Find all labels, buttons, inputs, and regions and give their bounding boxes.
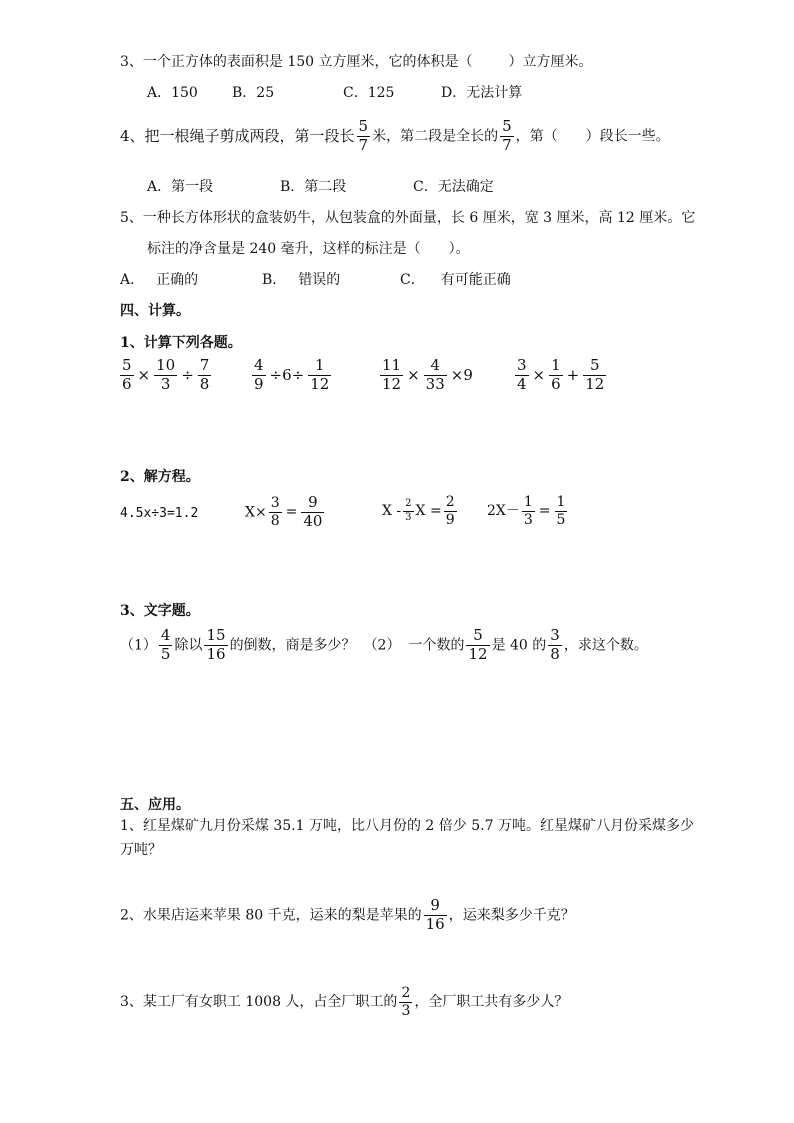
q3-option-c: C．125 [343, 85, 395, 101]
section4-title: 四、计算。 [120, 303, 190, 319]
q4-fraction-2: $\frac{5}{7}$ [502, 117, 512, 154]
q3-text-a: 3、一个正方体的表面积是 150 立方厘米，它的体积是（ [120, 54, 473, 70]
q4-fraction-1: $\frac{5}{7}$ [358, 117, 369, 154]
word-p2-label: （2） [363, 637, 401, 654]
q5-option-b: B． 错误的 [262, 272, 341, 288]
app-q2: 2、水果店运来苹果 80 千克，运来的梨是苹果的 $\frac{9}{16}$ ，运来梨多少千克？ [120, 896, 575, 933]
q3-option-d: D．无法计算 [441, 85, 523, 101]
q5-line2: 标注的净含量是 240 毫升，这样的标注是（ ）。 [147, 241, 470, 257]
equation-1: 4.5x÷3=1.2 [120, 506, 199, 521]
equation-4: 2X－ $\frac{1}{3}$ = $\frac{1}{5}$ [487, 494, 566, 528]
app-q1-line1: 1、红星煤矿九月份采煤 35.1 万吨，比八月份的 2 倍少 5.7 万吨。红星煤矿八月份采煤多少 [120, 818, 694, 834]
calc-4: $\frac{3}{4}$ × $\frac{1}{6}$ + $\frac{5}{12}$ [517, 356, 605, 393]
calc-1: $\frac{5}{6}$ × $\frac{10}{3}$ ÷ $\frac{7}{8}$ [122, 356, 210, 393]
calc-2: $\frac{4}{9}$ ÷6÷ $\frac{1}{12}$ [254, 356, 330, 393]
q4-option-b: B．第二段 [280, 179, 347, 195]
q3-option-b: B．25 [232, 85, 275, 101]
equation-3: X - $\frac{2}{3}$ X = $\frac{2}{9}$ [382, 494, 455, 528]
choice-q4-stem [120, 119, 670, 154]
section4-sub1: 1、计算下列各题。 [120, 335, 242, 351]
q4-text-a: 4、把一根绳子剪成两段，第一段长 [120, 126, 355, 145]
q5-option-a: A． 正确的 [120, 272, 199, 288]
q4-text-d: ）段长一些。 [585, 128, 670, 145]
q3-option-a: A．150 [147, 85, 198, 101]
app-q1-line2: 万吨？ [120, 842, 162, 858]
section4-sub3: 3、文字题。 [120, 603, 200, 619]
q5-option-c: C． 有可能正确 [400, 272, 511, 288]
equation-2: X× $\frac{3}{8}$ = $\frac{9}{40}$ [245, 493, 323, 530]
choice-q3-stem [120, 55, 593, 69]
app-q3: 3、某工厂有女职工 1008 人，占全厂职工的 $\frac{2}{3}$ ，全厂职工共有多少人？ [120, 985, 569, 1019]
section4-sub2: 2、解方程。 [120, 469, 200, 485]
calc-3: $\frac{11}{12}$ × $\frac{4}{33}$ ×9 [382, 356, 473, 393]
q4-text-c: ，第（ [515, 128, 558, 145]
q5-line1: 5、一种长方体形状的盒装奶牛，从包装盒的外面量，长 6 厘米，宽 3 厘米，高 12 厘米。它 [120, 210, 696, 226]
word-problem-row: （1） $\frac{4}{5}$ 除以 $\frac{15}{16}$ 的倒数，商是多少？ （2） 一个数的 $\frac{5}{12}$ 是 40 的 $\frac{3}{8}$ ，求这个数。 [120, 626, 648, 663]
q4-option-c: C．无法确定 [413, 179, 494, 195]
q4-text-b: 米，第二段是全长的 [372, 128, 499, 145]
q3-text-b: ）立方厘米。 [508, 54, 593, 70]
q4-option-a: A．第一段 [147, 179, 214, 195]
section5-title: 五、应用。 [120, 797, 190, 813]
word-p1-label: （1） [120, 637, 157, 654]
